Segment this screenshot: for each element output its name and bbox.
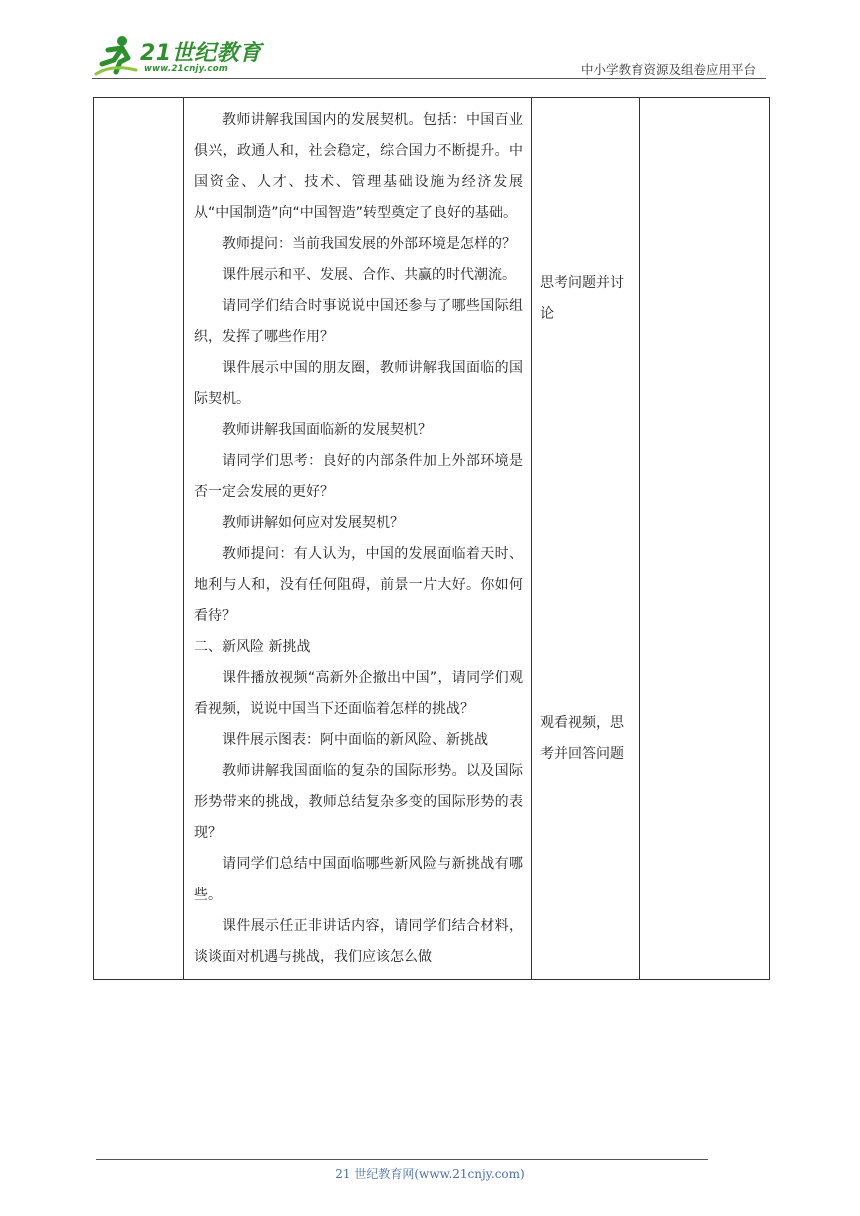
table-cell-student-activity <box>532 98 640 980</box>
paragraph: 课件播放视频“高新外企撤出中国”，请同学们观看视频，说说中国当下还面临着怎样的挑战？ <box>194 670 523 717</box>
paragraph: 请同学们总结中国面临哪些新风险与新挑战有哪些。 <box>194 856 523 903</box>
footer-link[interactable]: 21 世纪教育网(www.21cnjy.com) <box>335 1167 525 1181</box>
teacher-activity-content <box>184 98 531 979</box>
logo-url: www.21cnjy.com <box>144 64 228 74</box>
paragraph: 教师提问：当前我国发展的外部环境是怎样的？ <box>222 236 516 252</box>
paragraph: 教师讲解我国面临新的发展契机？ <box>222 422 432 438</box>
footer-divider <box>96 1159 708 1160</box>
student-activity-2: 观看视频，思考并回答问题 <box>540 715 624 762</box>
lesson-table <box>93 97 770 980</box>
paragraph: 教师讲解如何应对发展契机？ <box>222 515 404 531</box>
site-logo[interactable] <box>92 34 262 78</box>
section-heading: 二、新风险 新挑战 <box>194 639 311 655</box>
paragraph: 教师讲解我国国内的发展契机。包括：中国百业俱兴，政通人和，社会稳定，综合国力不断提升。中国资金、人才、技术、管理基础设施为经济发展从“中国制造”向“中国智造”转型奠定了良好的基础。 <box>194 112 523 221</box>
paragraph: 请同学们结合时事说说中国还参与了哪些国际组织，发挥了哪些作用？ <box>194 298 523 345</box>
paragraph: 教师提问：有人认为，中国的发展面临着天时、地利与人和，没有任何阻碍，前景一片大好。你如何看待？ <box>194 546 523 624</box>
paragraph: 课件展示图表：阿中面临的新风险、新挑战 <box>222 732 488 748</box>
paragraph: 课件展示和平、发展、合作、共赢的时代潮流。 <box>222 267 516 283</box>
page-header <box>0 0 860 80</box>
logo-text: 21世纪教育 <box>140 41 262 66</box>
header-divider <box>92 78 766 79</box>
table-cell-design-intent <box>640 98 770 980</box>
runner-logo-icon <box>92 34 140 78</box>
table-cell-stage <box>94 98 184 980</box>
student-activity-1: 思考问题并讨论 <box>540 275 624 322</box>
paragraph: 请同学们思考：良好的内部条件加上外部环境是否一定会发展的更好？ <box>194 453 523 500</box>
paragraph: 教师讲解我国面临的复杂的国际形势。以及国际形势带来的挑战，教师总结复杂多变的国际形势的表现？ <box>194 763 523 841</box>
table-row <box>94 98 770 980</box>
platform-tagline: 中小学教育资源及组卷应用平台 <box>580 62 756 77</box>
paragraph: 课件展示任正非讲话内容，请同学们结合材料，谈谈面对机遇与挑战，我们应该怎么做 <box>194 918 523 965</box>
paragraph: 课件展示中国的朋友圈，教师讲解我国面临的国际契机。 <box>194 360 523 407</box>
table-cell-teacher-activity <box>184 98 532 980</box>
